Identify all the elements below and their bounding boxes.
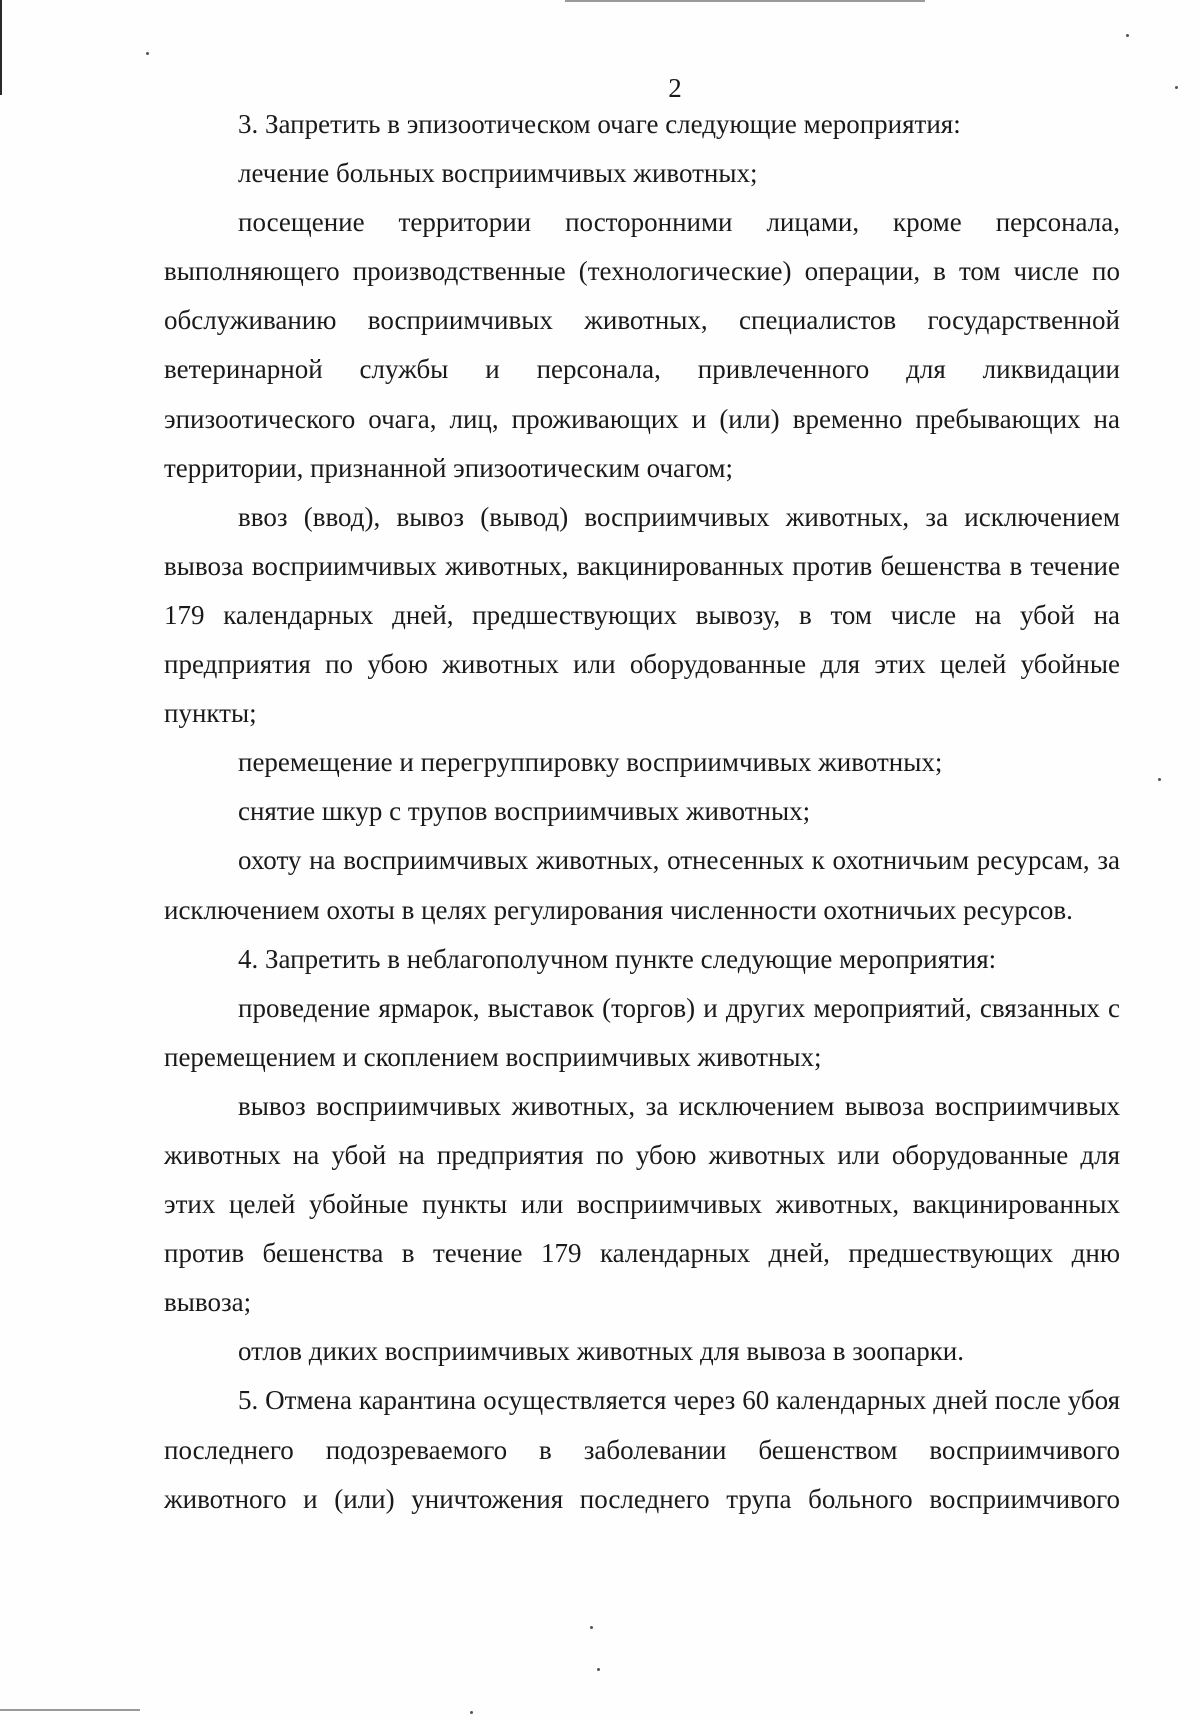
document-body bbox=[164, 100, 1120, 1524]
scan-speck bbox=[590, 1626, 593, 1629]
scan-speck bbox=[146, 52, 149, 55]
paragraph-hunting-ban: охоту на восприимчивых животных, отнесенных к охотничьим ресурсам, за исключением охоты в целях регулирования численности охотничьих ресурсов. bbox=[164, 845, 1120, 925]
scan-speck bbox=[470, 1711, 473, 1714]
paragraph-relocation-ban: перемещение и перегруппировку восприимчивых животных; bbox=[238, 747, 943, 778]
paragraph-export-ban: вывоз восприимчивых животных, за исключением вывоза восприимчивых животных на убой на предприятия по убою животных или оборудованные для этих целей убойные пункты или восприимчивых животных, вакцинированных против бешенства в течение 179 календарных дней, предшествующих дню вывоза; bbox=[164, 1090, 1120, 1318]
scan-speck bbox=[1158, 778, 1161, 781]
scan-edge-top bbox=[565, 0, 925, 2]
scan-speck bbox=[597, 1668, 600, 1671]
paragraph-fairs-ban: проведение ярмарок, выставок (торгов) и других мероприятий, связанных с перемещением и скоплением восприимчивых животных; bbox=[164, 992, 1120, 1072]
scan-edge-bottom bbox=[0, 1709, 140, 1711]
paragraph-skinning-ban: снятие шкур с трупов восприимчивых животных; bbox=[238, 796, 811, 827]
paragraph-item-3-heading: 3. Запретить в эпизоотическом очаге следующие мероприятия: bbox=[238, 109, 961, 139]
paragraph-import-export-ban: ввоз (ввод), вывоз (вывод) восприимчивых животных, за исключением вывоза восприимчивых животных, вакцинированных против бешенства в течение 179 календарных дней, предшествующих вывозу, в том числе на убой на предприятия по убою животных или оборудованные для этих целей убойные пункты; bbox=[164, 501, 1120, 729]
page-number: 2 bbox=[668, 73, 682, 103]
paragraph-item-5-quarantine: 5. Отмена карантина осуществляется через 60 календарных дней после убоя последнего подозреваемого в заболевании бешенством восприимчивого животного и (или) уничтожения последнего трупа больного восприимчивого bbox=[164, 1385, 1120, 1514]
paragraph-trapping-ban: отлов диких восприимчивых животных для вывоза в зоопарки. bbox=[238, 1336, 965, 1367]
paragraph-treatment-ban: лечение больных восприимчивых животных; bbox=[238, 158, 758, 189]
scan-speck bbox=[1126, 34, 1129, 37]
paragraph-item-4-heading: 4. Запретить в неблагополучном пункте следующие мероприятия: bbox=[238, 943, 997, 974]
paragraph-visit-ban: посещение территории посторонними лицами, кроме персонала, выполняющего производственные (технологические) операции, в том числе по обслуживанию восприимчивых животных, специалистов государственной ветеринарной службы и персонала, привлеченного для ликвидации эпизоотического очага, лиц, проживающих и (или) временно пребывающих на территории, признанной эпизоотическим очагом; bbox=[164, 207, 1120, 483]
